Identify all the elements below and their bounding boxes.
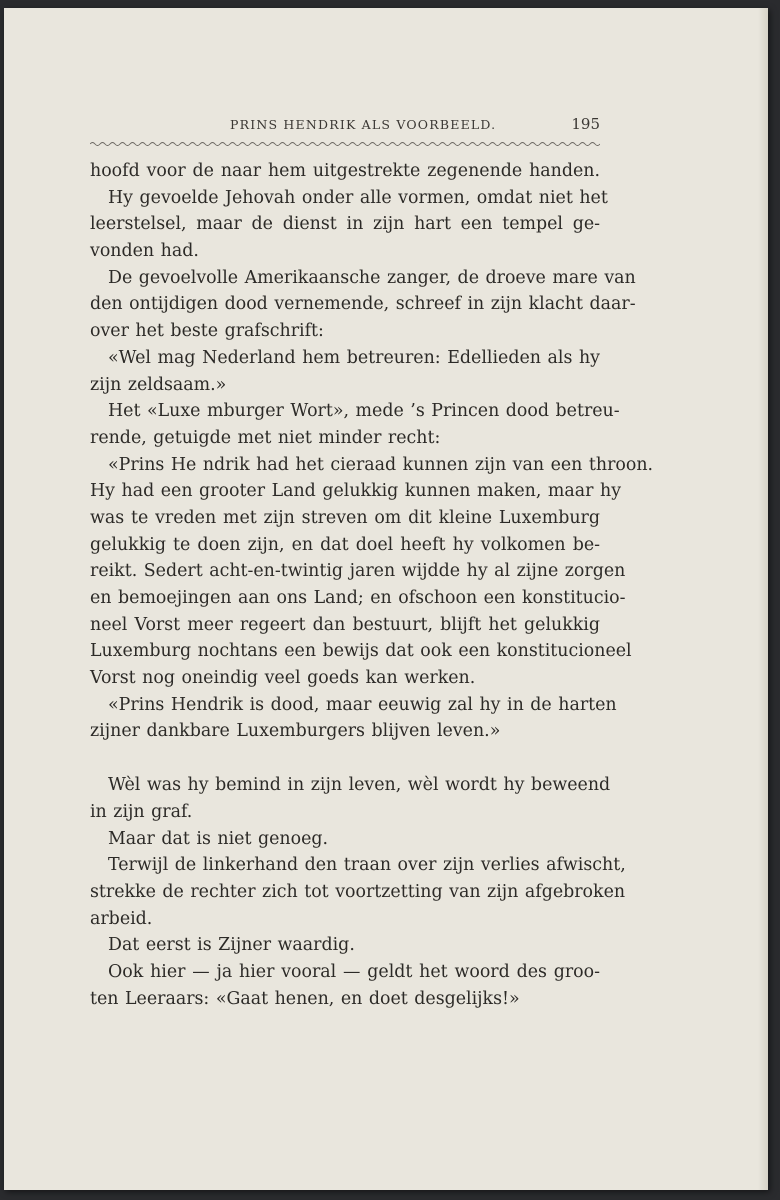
text-line: was te vreden met zijn streven om dit kleine Luxemburg	[90, 507, 600, 528]
text-line: zijn zeldsaam.»	[90, 374, 227, 395]
text-line: gelukkig te doen zijn, en dat doel heeft hy volkomen be-	[90, 534, 600, 555]
paragraph-gap	[90, 745, 600, 772]
text-line: hoofd voor de naar hem uitgestrekte zegenende handen.	[90, 161, 600, 181]
text-line: ten Leeraars: «Gaat henen, en doet desgelijks!»	[90, 988, 520, 1009]
text-line: reikt. Sedert acht-en-twintig jaren wijdde hy al zijne zorgen	[90, 561, 626, 582]
page-header	[90, 115, 600, 139]
text-line: arbeid.	[90, 908, 153, 929]
page-edge	[758, 8, 768, 1190]
page-number: 195	[571, 115, 600, 133]
text-line: en bemoejingen aan ons Land; en ofschoon een konstitucio-	[90, 588, 626, 608]
text-line: Dat eerst is Zijner waardig.	[108, 935, 355, 956]
text-line: Hy gevoelde Jehovah onder alle vormen, omdat niet het	[108, 187, 608, 208]
text-line: «Prins Hendrik is dood, maar eeuwig zal hy in de harten	[108, 694, 617, 715]
text-line: in zijn graf.	[90, 801, 193, 822]
text-line: Hy had een grooter Land gelukkig kunnen maken, maar hy	[90, 481, 622, 502]
text-line: Het «Luxe mburger Wort», mede ’s Princen dood betreu-	[108, 401, 620, 422]
page-body	[90, 158, 654, 1012]
text-line: De gevoelvolle Amerikaansche zanger, de droeve mare van	[108, 267, 636, 288]
text-line: «Wel mag Nederland hem betreuren: Edellieden als hy	[108, 347, 600, 368]
text-line: vonden had.	[90, 241, 199, 262]
text-line: Luxemburg nochtans een bewijs dat ook een konstitucioneel	[90, 641, 632, 662]
book-page	[4, 8, 768, 1190]
text-line: strekke de rechter zich tot voortzetting van zijn afgebroken	[90, 881, 626, 902]
text-line: Maar dat is niet genoeg.	[108, 828, 329, 849]
header-rule	[90, 141, 600, 147]
text-line: Terwijl de linkerhand den traan over zijn verlies afwischt,	[108, 855, 626, 876]
text-line: Ook hier — ja hier vooral — geldt het woord des groo-	[108, 961, 600, 982]
text-line: neel Vorst meer regeert dan bestuurt, blijft het gelukkig	[90, 614, 600, 635]
text-line: Vorst nog oneindig veel goeds kan werken.	[90, 668, 476, 689]
text-line: den ontijdigen dood vernemende, schreef in zijn klacht daar-	[90, 294, 636, 315]
text-line: zijner dankbare Luxemburgers blijven leven.»	[90, 721, 501, 742]
text-line: Wèl was hy bemind in zijn leven, wèl wordt hy beweend	[108, 775, 611, 796]
text-line: «Prins He ndrik had het cieraad kunnen zijn van een throon.	[108, 454, 654, 475]
running-title: PRINS HENDRIK ALS VOORBEELD.	[230, 117, 497, 132]
text-line: rende, getuigde met niet minder recht:	[90, 427, 441, 448]
text-line: leerstelsel, maar de dienst in zijn hart een tempel ge-	[90, 214, 600, 235]
text-line: over het beste grafschrift:	[90, 321, 324, 342]
